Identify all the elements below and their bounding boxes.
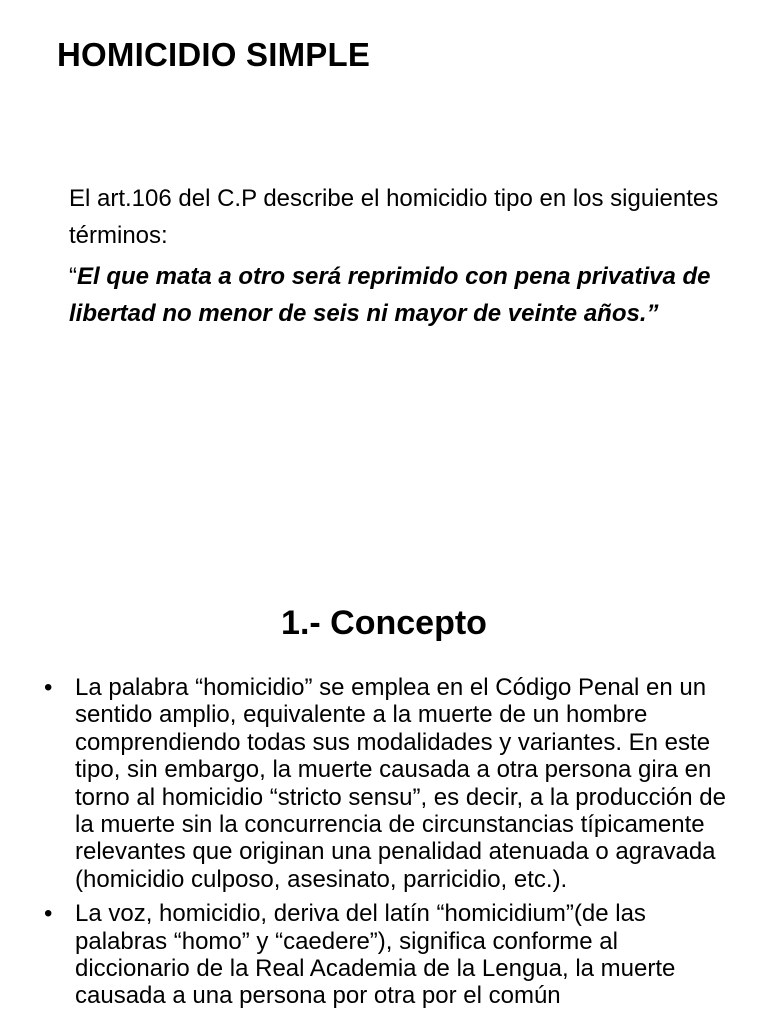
quote-open-mark: “ (69, 263, 77, 290)
bullet-text: La voz, homicidio, deriva del latín “homicidium”(de las palabras “homo” y “caedere”), significa conforme al diccionario de la Real Academia de la Lengua, la muerte causada a una persona por otra por el común (75, 900, 676, 1010)
bullet-list (0, 674, 768, 1017)
section-title: 1.- Concepto (281, 604, 487, 642)
bullet-item (0, 674, 768, 893)
quote-text: El que mata a otro será reprimido con pena privativa de libertad no menor de seis ni mayor de veinte años.” (69, 263, 711, 327)
bullet-item (0, 900, 768, 1010)
slide-concepto (0, 580, 768, 1024)
bullet-text: La palabra “homicidio” se emplea en el Código Penal en un sentido amplio, equivalente a la muerte de un hombre comprendiendo todas sus modalidades y variantes. En este tipo, sin embargo, la muerte causada a otra persona gira en torno al homicidio “stricto sensu”, es decir, a la producción de la muerte sin la concurrencia de circunstancias típicamente relevantes que originan una penalidad atenuada o agravada (homicidio culposo, asesinato, parricidio, etc.). (75, 674, 726, 893)
bullet-icon: • (44, 674, 53, 701)
slide-title: HOMICIDIO SIMPLE (57, 36, 371, 73)
bullet-icon: • (44, 900, 53, 928)
intro-paragraph: El art.106 del C.P describe el homicidio tipo en los siguientes términos: (69, 185, 719, 249)
legal-quote (69, 258, 729, 332)
